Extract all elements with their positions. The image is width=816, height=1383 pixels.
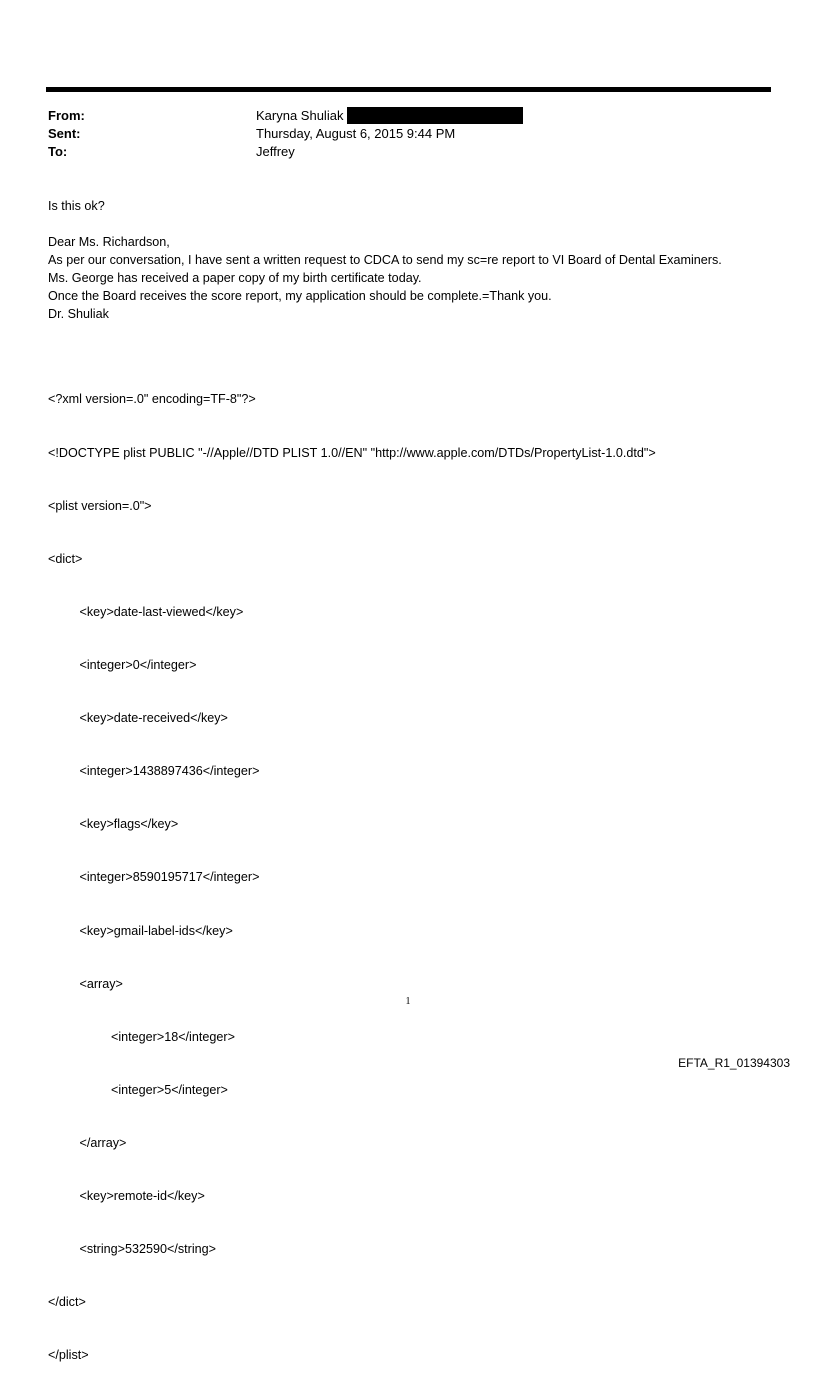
xml-line: <key>remote-id</key>: [48, 1189, 205, 1204]
from-value: [256, 107, 523, 125]
xml-line: </dict>: [48, 1295, 86, 1310]
xml-line: <string>532590</string>: [48, 1242, 217, 1257]
xml-line: <integer>18</integer>: [48, 1029, 235, 1044]
xml-line: <?xml version=.0" encoding=TF-8"?>: [48, 392, 256, 407]
from-label: From:: [48, 108, 85, 123]
body-line: As per our conversation, I have sent a written request to CDCA to send my sc=re report to VI Board of Dental Examiners.: [48, 253, 722, 267]
xml-line: </plist>: [48, 1348, 89, 1363]
to-value: Jeffrey: [256, 144, 295, 159]
xml-line: <key>date-last-viewed</key>: [48, 604, 244, 619]
xml-line: <key>gmail-label-ids</key>: [48, 923, 233, 938]
xml-line: <dict>: [48, 551, 83, 566]
email-body: [48, 233, 722, 323]
email-intro: Is this ok?: [48, 199, 105, 213]
redaction-box: [347, 107, 523, 124]
header-rule: [46, 87, 771, 92]
sender-name: Karyna Shuliak: [256, 108, 344, 123]
xml-line: <integer>5</integer>: [48, 1082, 228, 1097]
xml-line: <integer>1438897436</integer>: [48, 764, 260, 779]
page-number: 1: [405, 996, 411, 1007]
xml-line: <array>: [48, 976, 123, 991]
xml-line: <key>flags</key>: [48, 817, 179, 832]
xml-line: <key>date-received</key>: [48, 711, 228, 726]
body-line: Once the Board receives the score report, my application should be complete.=Thank you.: [48, 289, 552, 303]
body-line: Ms. George has received a paper copy of my birth certificate today.: [48, 271, 422, 285]
sent-value: Thursday, August 6, 2015 9:44 PM: [256, 126, 456, 141]
xml-line: <plist version=.0">: [48, 498, 152, 513]
sent-label: Sent:: [48, 126, 81, 141]
body-line: Dr. Shuliak: [48, 307, 109, 321]
xml-line: </array>: [48, 1135, 127, 1150]
bates-number: EFTA_R1_01394303: [678, 1056, 790, 1070]
to-label: To:: [48, 144, 68, 159]
xml-line: <integer>8590195717</integer>: [48, 870, 260, 885]
body-line: Dear Ms. Richardson,: [48, 235, 170, 249]
xml-line: <integer>0</integer>: [48, 657, 197, 672]
xml-line: <!DOCTYPE plist PUBLIC "-//Apple//DTD PLIST 1.0//EN" "http://www.apple.com/DTDs/PropertyList-1.0.dtd">: [48, 445, 656, 460]
plist-xml-block: [48, 356, 656, 1383]
